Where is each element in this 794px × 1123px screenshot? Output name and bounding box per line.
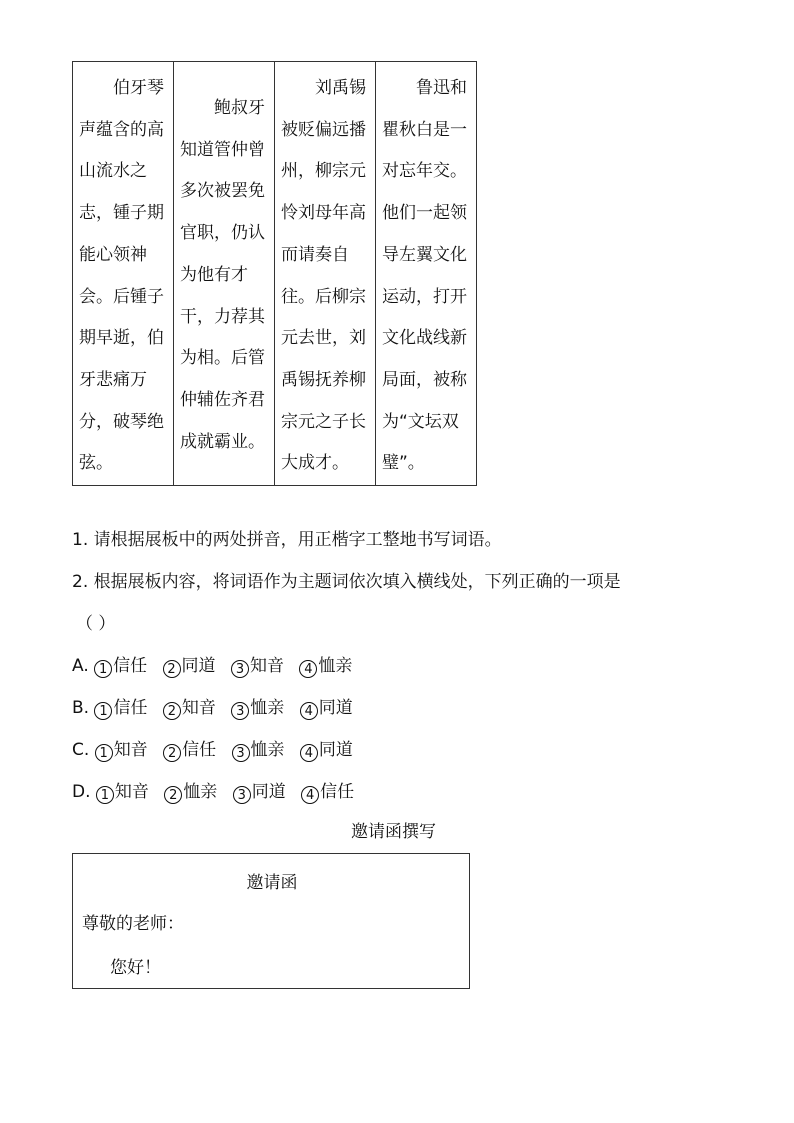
circled-number: 1 (94, 660, 112, 678)
circled-number: 4 (301, 786, 319, 804)
option-word: 同道 (251, 782, 286, 802)
invitation-box (72, 853, 470, 989)
story-title: 鲍叔牙 (214, 98, 265, 118)
invitation-greeting: 您好！ (110, 958, 161, 978)
circled-number: 3 (231, 660, 249, 678)
option-letter: D. (72, 782, 91, 802)
circled-number: 1 (94, 702, 112, 720)
option-item (231, 654, 284, 678)
story-cell-luxun (376, 62, 477, 486)
circled-number: 2 (164, 786, 182, 804)
question-number: 1. (72, 530, 89, 550)
circled-number: 3 (231, 702, 249, 720)
option-letter: C. (72, 740, 90, 760)
story-cell-liuyuxi (275, 62, 376, 486)
option-word: 知音 (113, 740, 148, 760)
option-item (95, 738, 148, 762)
question-2 (72, 570, 621, 594)
option-item (231, 696, 284, 720)
option-item (164, 780, 217, 804)
option-item (94, 696, 147, 720)
circled-number: 1 (96, 786, 114, 804)
option-item (163, 738, 216, 762)
story-body: 瞿秋白是一对忘年交。他们一起领导左翼文化运动，打开文化战线新局面，被称为“文坛双璧”。 (382, 119, 467, 474)
circled-number: 2 (163, 744, 181, 762)
option-item (94, 654, 147, 678)
option-a[interactable] (72, 654, 362, 678)
circled-number: 4 (300, 702, 318, 720)
story-body: 声蕴含的高山流水之志，锺子期能心领神会。后锺子期早逝，伯牙悲痛万分，破琴绝弦。 (79, 119, 164, 474)
option-item (300, 738, 353, 762)
question-1 (72, 528, 502, 552)
invitation-title: 邀请函 (246, 873, 298, 893)
option-word: 信任 (113, 656, 148, 676)
option-word: 恤亲 (318, 656, 353, 676)
option-word: 恤亲 (250, 740, 285, 760)
option-word: 恤亲 (250, 698, 285, 718)
option-item (163, 654, 216, 678)
option-word: 知音 (181, 698, 216, 718)
option-item (96, 780, 149, 804)
section-heading: 邀请函撰写 (351, 822, 436, 842)
circled-number: 2 (163, 702, 181, 720)
story-body: 被贬偏远播州，柳宗元怜刘母年高而请奏自往。后柳宗元去世，刘禹锡抚养柳宗元之子长大成才。 (281, 119, 366, 474)
circled-number: 4 (300, 744, 318, 762)
circled-number: 3 (233, 786, 251, 804)
circled-number: 1 (95, 744, 113, 762)
option-item (233, 780, 286, 804)
table-row (73, 62, 477, 486)
option-word: 知音 (114, 782, 149, 802)
option-item (232, 738, 285, 762)
option-word: 信任 (182, 740, 217, 760)
question-text: 根据展板内容，将词语作为主题词依次填入横线处，下列正确的一项是 (93, 572, 621, 592)
option-word: 信任 (320, 782, 355, 802)
option-c[interactable] (72, 738, 363, 762)
story-body: 知道管仲曾多次被罢免官职，仍认为他有才干，力荐其为相。后管仲辅佐齐君成就霸业。 (180, 139, 265, 452)
option-item (301, 780, 354, 804)
option-letter: A. (72, 656, 89, 676)
story-title: 鲁迅和 (416, 78, 467, 98)
option-item (300, 696, 353, 720)
story-cell-baoshuya (174, 62, 275, 486)
story-table (72, 61, 477, 486)
story-title: 伯牙琴 (113, 78, 164, 98)
circled-number: 3 (232, 744, 250, 762)
option-word: 同道 (318, 698, 353, 718)
question-number: 2. (72, 572, 89, 592)
option-d[interactable] (72, 780, 364, 804)
option-word: 恤亲 (183, 782, 218, 802)
answer-bracket: （ ） (76, 614, 116, 634)
story-cell-boya (73, 62, 174, 486)
option-item (299, 654, 352, 678)
circled-number: 4 (299, 660, 317, 678)
option-word: 知音 (249, 656, 284, 676)
circled-number: 2 (163, 660, 181, 678)
option-letter: B. (72, 698, 90, 718)
option-item (163, 696, 216, 720)
option-b[interactable] (72, 696, 363, 720)
option-word: 同道 (318, 740, 353, 760)
invitation-salutation: 尊敬的老师： (82, 914, 184, 934)
option-word: 同道 (181, 656, 216, 676)
story-title: 刘禹锡 (315, 78, 366, 98)
question-text: 请根据展板中的两处拼音，用正楷字工整地书写词语。 (93, 530, 502, 550)
option-word: 信任 (113, 698, 148, 718)
